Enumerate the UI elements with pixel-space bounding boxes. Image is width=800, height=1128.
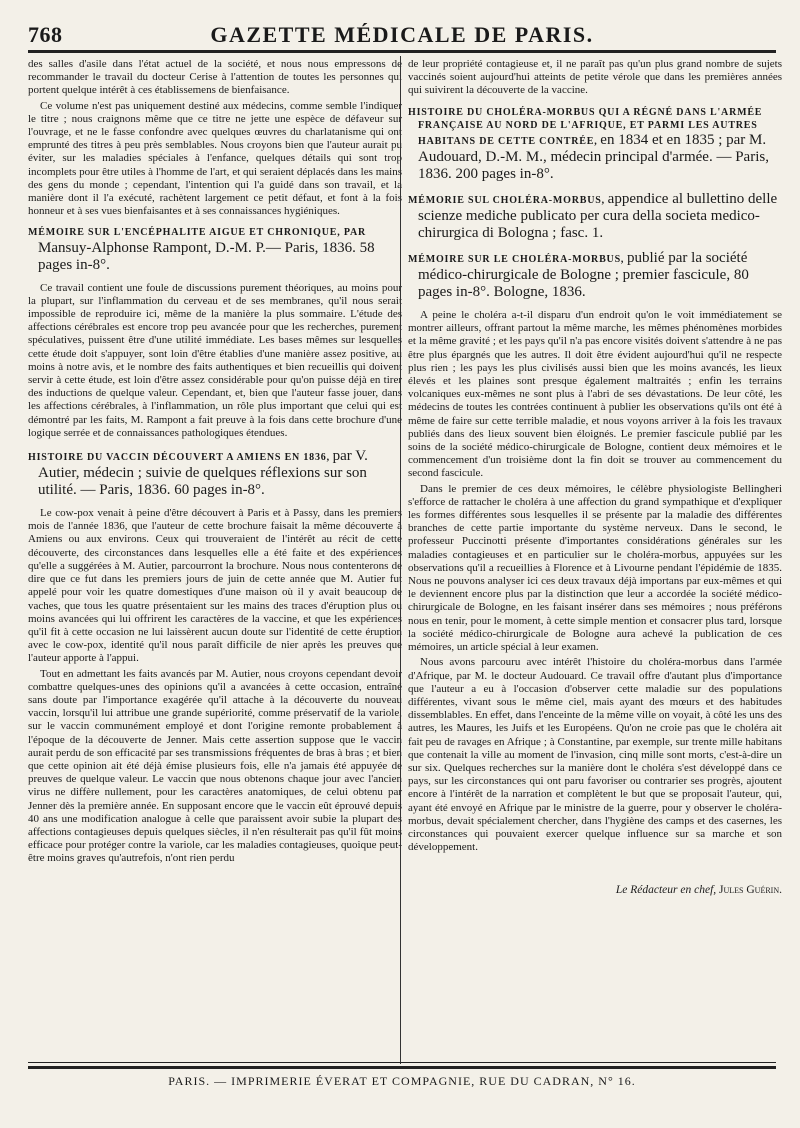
column-divider [400, 56, 401, 1064]
heading-caps: MÉMOIRE SUR LE CHOLÉRA-MORBUS, [408, 254, 625, 266]
review-heading-audouard [408, 106, 782, 183]
heading-caps: MÉMOIRE SUR L'ENCÉPHALITE AIGUE ET CHRONIQUE, PAR [28, 227, 367, 239]
journal-title: GAZETTE MÉDICALE DE PARIS. [210, 22, 594, 47]
paragraph: Ce volume n'est pas uniquement destiné aux médecins, comme semble l'indiquer le titre ; nous craignons même que ce titre ne jette une espèce de défaveur sur l'ouvrage, et ne le fasse confondre avec quelques œuvres du charlatanisme qui ont emprunté des titres à peu près semblables. Nous croyons bien que l'auteur aurait pu éviter, sur les maladies spéciales à l'enfance, quelques détails qui sont trop incomplets pour être utiles à l'homme de l'art, et qui seraient déplacés dans les mains des gens du monde ; cependant, l'intention qui l'a guidé dans son travail, et la manière dont il l'a exécuté, rachètent largement ce petit défaut, et font à la fois honneur et à ses vues bienfaisantes et à ses connaissances hygiéniques. [28, 99, 402, 218]
heading-text: publié par la société médico-chirurgicale de Bologne ; premier fascicule, 80 pages in-8°. Bologne, 1836. [418, 250, 749, 301]
header-rule [28, 50, 776, 53]
review-heading-autier [28, 448, 402, 499]
footer-rule-thick [28, 1066, 776, 1069]
review-heading-bologna-bulletin [408, 191, 782, 242]
paragraph: Le cow-pox venait à peine d'être découvert à Paris et à Passy, dans les premiers mois de l'année 1836, que l'auteur de cette brochure faisait la même découverte à Amiens ou aux environs. Ceux qui trouveraient de l'intérêt au récit de cette découverte, des circonstances dans lesquelles elle a été faite et des expériences qu'elle a suggérées à M. Autier, parcourront la brochure. Nous nous contenterons de dire que ce fut dans les premiers jours de juin de cette année que M. Autier fut appelé pour voir les quatre domestiques d'une maison où il y avait beaucoup de vaches, que tous les quatre présentaient sur les mains des traces d'éruption plus ou moins avancées qui lui offrirent les caractères de la vaccine, et que les expériences qu'il fit à cette occasion ne lui laissèrent aucun doute sur l'identité de cette éruption avec le cow-pox, identité qu'il nous paraît difficile de nier après les preuves que l'auteur apporte à l'appui. [28, 507, 402, 665]
left-column [28, 58, 402, 1060]
editor-signature [408, 884, 782, 897]
review-heading-rampont [28, 226, 402, 273]
heading-text: Mansuy-Alphonse Rampont, D.-M. P.— Paris, 1836. 58 pages in-8°. [38, 239, 375, 273]
review-heading-bologna-memoire [408, 250, 782, 301]
paragraph: A peine le choléra a-t-il disparu d'un endroit qu'on le voit immédiatement se montrer ailleurs, offrant partout la même marche, les mêmes phénomènes morbides et la même gravité ; et les pays qu'il n'a pas encore visités doivent s'attendre à ne pas être plus épargnés que les autres. Il doit être évident aujourd'hui qu'il ne respecte plus rien ; les pays les plus civilisés aussi bien que les moins avancés, les lieux élevés et les plaines sont presque également maltraités ; enfin les terrains volcaniques eux-mêmes ne sont plus à l'abri de ses dévastations. De leur côté, les médecins de toutes les contrées continuent à publier les observations qu'ils ont été à même de faire sur cette terrible maladie, et nous voyons arriver à la fois les travaux publiés dans des lieux souvent bien éloignés. Le premier fascicule publié par les soins de la société médico-chirurgicale de Bologne, contient deux mémoires et le commencement d'un troisième dont la fin doit se trouver au commencement du second fascicule. [408, 309, 782, 480]
signature-name: Jules Guérin. [719, 884, 782, 897]
paragraph: Tout en admettant les faits avancés par M. Autier, nous croyons cependant devoir combattre quelques-unes des opinions qu'il a avancées à cette occasion, entraîné sans doute par l'importance exagérée qu'il attache à la découverte du nouveau vaccin, lorsqu'il lui attribue une grande supériorité, comme préservatif de la variole, sur le vaccin communément employé et dont l'origine remonte probablement à l'époque de la découverte de Jenner. Mais cette assertion suppose que le vaccin aurait perdu de son efficacité par ses transmissions fréquentes de bras à bras ; et bien que cette opinion ait été déjà émise plusieurs fois, elle n'a jamais été appuyée de preuves de quelque valeur. Le vaccin que nous obtenons chaque jour avec l'ancien virus ne diffère nullement, pour les caractères anatomiques, de celui obtenu par Jenner dès la première année. En supposant encore que le vaccin eût éprouvé depuis 40 ans une modification analogue à celle que paraissent avoir subie la plupart des affections contagieuses depuis quelques siècles, il n'en résulterait pas qu'il fût moins efficace pour protéger contre la variole, car les maladies contagieuses, quoique peut-être moins graves qu'autrefois, n'ont rien perdu [28, 667, 402, 865]
signature-role: Le Rédacteur en chef, [615, 884, 717, 897]
footer-rule-thin [28, 1062, 776, 1063]
paragraph: de leur propriété contagieuse et, il ne paraît pas qu'un plus grand nombre de sujets vaccinés soient aujourd'hui atteints de petite vérole que dans les premières années qui suivirent la découverte de la vaccine. [408, 58, 782, 97]
page-header [28, 18, 776, 48]
page-number: 768 [28, 22, 63, 47]
heading-caps: MÉMORIE SUL CHOLÉRA-MORBUS, [408, 195, 605, 207]
right-column [408, 58, 782, 1060]
heading-text: en 1834 et en 1835 ; par M. Audouard, D.-M. M., médecin principal d'armée. — Paris, 1836. 200 pages in-8°. [418, 132, 769, 183]
printer-imprint: PARIS. — IMPRIMERIE ÉVERAT ET COMPAGNIE, RUE DU CADRAN, N° 16. [168, 1074, 636, 1088]
paragraph: Nous avons parcouru avec intérêt l'histoire du choléra-morbus dans l'armée d'Afrique, par M. le docteur Audouard. Ce travail offre d'autant plus d'importance que l'auteur a eu à l'occasion d'observer cette maladie sur des populations différentes, vivant sous le même ciel, mais ayant des mœurs et des habitudes dissemblables. En effet, dans l'enceinte de la même ville on voyait, à côté les uns des autres, les Maures, les Juifs et les Européens. Qu'on ne croie pas que le choléra ait fait peu de ravages en Afrique ; à Constantine, par exemple, sur trente mille habitans que contenait la ville au moment de l'invasion, cinq mille sont morts, c'est-à-dire un sur six. Quelques recherches sur la manière dont le choléra s'est développé dans ce pays, sur les circonstances qui ont paru favoriser ou contrarier ses progrès, ajoutent encore à l'intérêt de la narration et complètent le but que se proposait l'auteur, qui, ayant été envoyé en Afrique par le ministre de la guerre, pour y observer le choléra-morbus, devait spécialement chercher, dans l'hygiène des camps et des casernes, les circonstances qui pouvaient exercer quelque influence sur sa marche et son développement. [408, 656, 782, 854]
heading-caps: HISTOIRE DU CHOLÉRA-MORBUS QUI A RÉGNÉ DANS L'ARMÉE FRANÇAISE AU NORD DE L'AFRIQUE, ET PARMI LES AUTRES HABITANS DE CETTE CONTRÉE, [408, 106, 763, 148]
paragraph: Ce travail contient une foule de discussions purement théoriques, au moins pour la plupart, sur l'inflammation du cerveau et de ses membranes, qu'il nous serait impossible de reproduire ici, même de la manière la plus sommaire. L'étude des affections cérébrales est encore trop peu avancée pour que les recherches, purement spéculatives, puissent être d'une utilité immédiate. Les bases mêmes sur lesquelles cette étude doit s'appuyer, sont loin d'être établies d'une manière assez positive, au moins à notre avis, et le nombre des faits authentiques et bien recueillis qui doivent servir à cette étude, est loin d'être assez considérable pour qu'on puisse déjà en tirer des inductions de quelque valeur. Cependant, et, bien que l'auteur fasse jouer, dans les affections cérébrales, à l'inflammation, un rôle plus important que celui qui est démontré par les faits, M. Rampont a fait preuve à la fois dans cette brochure d'une logique serrée et de connaissances pathologiques étendues. [28, 281, 402, 439]
heading-text: appendice al bullettino delle scienze mediche publicato per cura della societa medico-chirurgica di Bologna ; fasc. 1. [418, 191, 778, 242]
heading-text: par V. Autier, médecin ; suivie de quelques réflexions sur son utilité. — Paris, 1836. 60 pages in-8°. [38, 448, 368, 499]
heading-caps: HISTOIRE DU VACCIN DÉCOUVERT A AMIENS EN 1836, [28, 452, 330, 464]
paragraph: des salles d'asile dans l'état actuel de la société, et nous nous empressons de recommander le travail du docteur Cerise à l'attention de toutes les personnes qui portent quelque intérêt à ces établissemens de bienfaisance. [28, 58, 402, 97]
paragraph: Dans le premier de ces deux mémoires, le célèbre physiologiste Bellingheri s'efforce de rattacher le choléra à une affection du grand sympathique et d'expliquer les formes différentes sous lesquelles il se présente par la maladie des différentes branches de cette partie importante du système nerveux. Dans le second, le professeur Puccinotti présente d'importantes considérations générales sur les maladies contagieuses et en particulier sur le choléra-morbus, appuyées sur les observations qu'il a recueillies à Florence et à Livourne pendant l'épidémie de 1835. Nous ne pouvons analyser ici ces deux travaux déjà importans par eux-mêmes et qui le deviennent encore plus par la distinction que leur a accordée la société médico-chirurgicale de Bologne, en les faisant insérer dans ses mémoires ; nous préférons nous en tenir, pour le moment, à cette simple mention et consacrer plus tard, lorsque la société médico-chirurgicale de Bologne aura achevé la publication de ces mémoires, un article spécial à leur examen. [408, 482, 782, 654]
